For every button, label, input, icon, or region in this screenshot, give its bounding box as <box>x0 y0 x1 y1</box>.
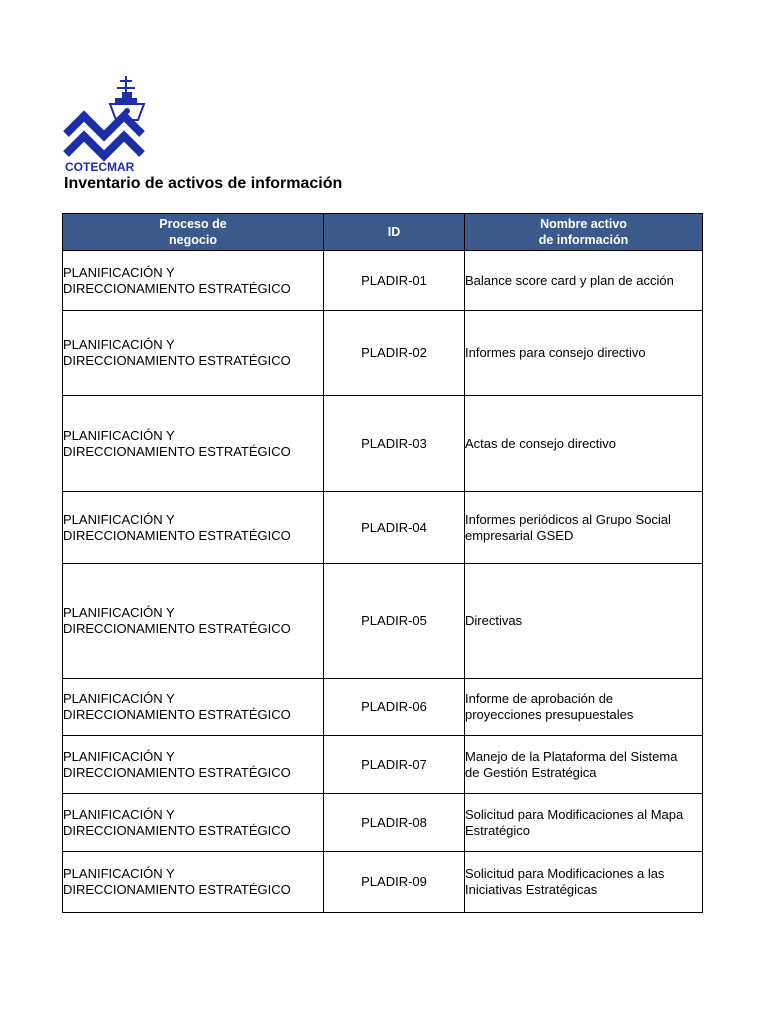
header-id-label: ID <box>387 225 401 239</box>
cell-asset-name <box>465 852 703 913</box>
cell-process-line: DIRECCIONAMIENTO ESTRATÉGICO <box>63 764 291 780</box>
table-row <box>63 564 703 679</box>
cell-process-line: DIRECCIONAMIENTO ESTRATÉGICO <box>63 822 291 838</box>
cell-process-line: DIRECCIONAMIENTO ESTRATÉGICO <box>63 882 291 897</box>
cell-process-line: DIRECCIONAMIENTO ESTRATÉGICO <box>63 353 291 368</box>
table-row <box>63 794 703 852</box>
header-process-line: Proceso de <box>159 217 227 231</box>
cell-name-line: proyecciones presupuestales <box>465 707 634 722</box>
cell-asset-name <box>465 794 703 852</box>
header-name-line: Nombre activo <box>540 217 627 231</box>
cell-process <box>63 396 324 492</box>
cell-asset-name <box>465 736 703 794</box>
cell-id: PLADIR-08 <box>324 794 465 852</box>
cell-process <box>63 679 324 736</box>
cell-name-line: Estratégico <box>465 822 531 838</box>
cell-process-line: PLANIFICACIÓN Y <box>63 605 175 620</box>
cell-asset-name <box>465 492 703 564</box>
cell-id: PLADIR-05 <box>324 564 465 679</box>
cell-name-line: Iniciativas Estratégicas <box>465 882 598 897</box>
logo-wordmark: COTECMAR <box>65 160 135 174</box>
cell-id: PLADIR-07 <box>324 736 465 794</box>
header-process-line: negocio <box>169 233 217 247</box>
header-name <box>465 214 703 251</box>
cell-asset-name <box>465 311 703 396</box>
cell-process-line: DIRECCIONAMIENTO ESTRATÉGICO <box>63 443 291 459</box>
ship-waves-logo-icon <box>62 74 152 164</box>
cell-process <box>63 852 324 913</box>
cell-process-line: PLANIFICACIÓN Y <box>63 691 175 706</box>
cell-process <box>63 794 324 852</box>
document-title: Inventario de activos de información <box>64 175 343 192</box>
cell-process <box>63 564 324 679</box>
cell-id: PLADIR-06 <box>324 679 465 736</box>
cell-process <box>63 251 324 311</box>
cell-name-line: empresarial GSED <box>465 527 574 543</box>
cell-name-line: Informe de aprobación de <box>465 691 614 706</box>
cell-process <box>63 311 324 396</box>
cell-asset-name <box>465 679 703 736</box>
table-row <box>63 492 703 564</box>
cell-id: PLADIR-09 <box>324 852 465 913</box>
cell-id: PLADIR-04 <box>324 492 465 564</box>
header-process <box>63 214 324 251</box>
cell-process <box>63 492 324 564</box>
cell-process-line: DIRECCIONAMIENTO ESTRATÉGICO <box>63 707 291 722</box>
cell-name-line: de Gestión Estratégica <box>465 764 597 780</box>
cell-process-line: PLANIFICACIÓN Y <box>63 806 175 822</box>
cell-process-line: PLANIFICACIÓN Y <box>63 511 175 527</box>
cell-process-line: PLANIFICACIÓN Y <box>63 264 175 280</box>
cell-name-line: Manejo de la Plataforma del Sistema <box>465 748 678 764</box>
cell-process-line: DIRECCIONAMIENTO ESTRATÉGICO <box>63 280 291 296</box>
cell-name-line: Solicitud para Modificaciones a las <box>465 866 665 881</box>
cell-name-line: Solicitud para Modificaciones al Mapa <box>465 806 684 822</box>
table-row <box>63 396 703 492</box>
cell-process-line: PLANIFICACIÓN Y <box>63 748 175 764</box>
cell-name-line: Balance score card y plan de acción <box>465 272 674 288</box>
header-id <box>324 214 465 251</box>
cell-name-line: Informes periódicos al Grupo Social <box>465 511 671 527</box>
company-logo <box>62 74 152 174</box>
cell-name-line: Directivas <box>465 613 523 628</box>
cell-process-line: PLANIFICACIÓN Y <box>63 427 175 443</box>
cell-name-line: Actas de consejo directivo <box>465 435 617 451</box>
cell-process <box>63 736 324 794</box>
cell-id: PLADIR-02 <box>324 311 465 396</box>
asset-inventory-table <box>62 213 703 913</box>
table-row <box>63 736 703 794</box>
cell-id: PLADIR-01 <box>324 251 465 311</box>
cell-process-line: PLANIFICACIÓN Y <box>63 866 175 881</box>
cell-name-line: Informes para consejo directivo <box>465 345 646 360</box>
cell-process-line: PLANIFICACIÓN Y <box>63 337 175 352</box>
table-row <box>63 311 703 396</box>
cell-process-line: DIRECCIONAMIENTO ESTRATÉGICO <box>63 527 291 543</box>
cell-asset-name <box>465 251 703 311</box>
cell-asset-name <box>465 396 703 492</box>
cell-id: PLADIR-03 <box>324 396 465 492</box>
header-name-line: de información <box>538 233 629 247</box>
table-row <box>63 852 703 913</box>
cell-asset-name <box>465 564 703 679</box>
table-row <box>63 251 703 311</box>
cell-process-line: DIRECCIONAMIENTO ESTRATÉGICO <box>63 621 291 636</box>
table-header-row <box>63 214 703 251</box>
table-row <box>63 679 703 736</box>
